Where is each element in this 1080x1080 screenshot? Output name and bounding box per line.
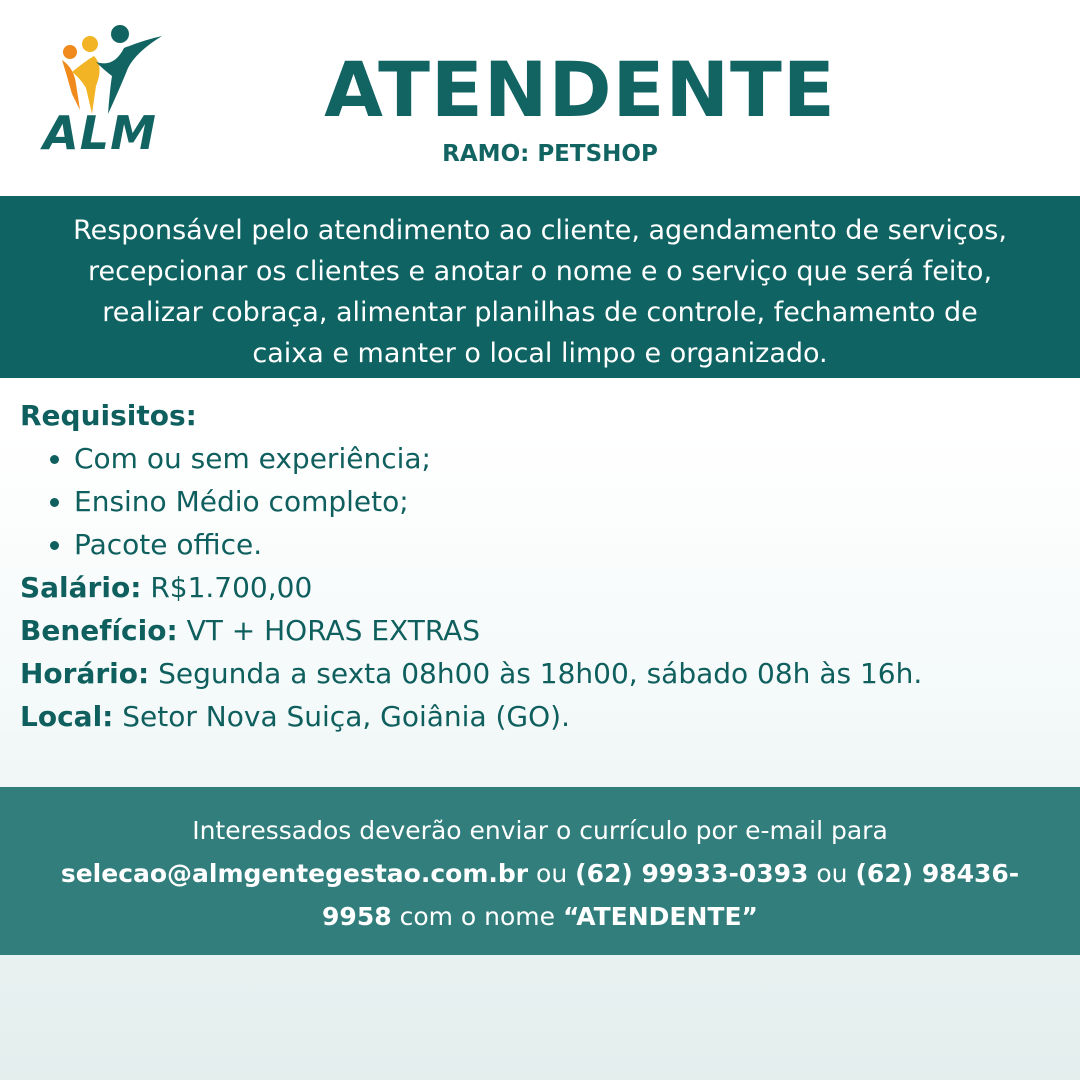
alm-logo [34, 22, 174, 162]
contact-email[interactable]: selecao@almgentegestao.com.br [60, 859, 529, 888]
requirements-title: Requisitos: [20, 399, 197, 432]
schedule-value: Segunda a sexta 08h00 às 18h00, sábado 08h às 16h. [158, 657, 923, 690]
benefit-line [20, 609, 1060, 652]
contact-phone-2-part2[interactable]: 9958 [322, 902, 392, 931]
salary-line [20, 566, 1060, 609]
location-line [20, 695, 1060, 738]
contact-intro: Interessados deverão enviar o currículo por e-mail para [192, 816, 888, 845]
salary-label: Salário: [20, 571, 142, 604]
schedule-line [20, 652, 1060, 695]
description-line: realizar cobraça, alimentar planilhas de controle, fechamento de [102, 297, 978, 328]
contact-band [0, 787, 1080, 955]
list-item: • Com ou sem experiência; [74, 437, 1060, 480]
description-line: caixa e manter o local limpo e organizado. [252, 338, 828, 369]
list-item: • Pacote office. [74, 523, 1060, 566]
description-line: recepcionar os clientes e anotar o nome e o serviço que será feito, [87, 256, 993, 287]
benefit-label: Benefício: [20, 614, 178, 647]
contact-phone-2-part1[interactable]: (62) 98436- [855, 859, 1020, 888]
list-item: • Ensino Médio completo; [74, 480, 1060, 523]
contact-or: ou [528, 859, 576, 888]
contact-phone-1[interactable]: (62) 99933-0393 [575, 859, 809, 888]
description-band [0, 196, 1080, 378]
description-line: Responsável pelo atendimento ao cliente, agendamento de serviços, [73, 215, 1007, 246]
salary-value: R$1.700,00 [150, 571, 313, 604]
location-label: Local: [20, 700, 114, 733]
schedule-label: Horário: [20, 657, 150, 690]
contact-subject-name: “ATENDENTE” [562, 902, 758, 931]
page-title: ATENDENTE [324, 45, 836, 134]
requirements-list [20, 437, 1060, 566]
logo-text: ALM [43, 106, 157, 160]
contact-or: ou [808, 859, 856, 888]
location-value: Setor Nova Suiça, Goiânia (GO). [122, 700, 570, 733]
benefit-value: VT + HORAS EXTRAS [186, 614, 481, 647]
contact-with-name: com o nome [391, 902, 563, 931]
contact-line [10, 852, 1070, 895]
contact-line [10, 895, 1070, 938]
page-subtitle: RAMO: PETSHOP [442, 141, 658, 167]
job-details [20, 394, 1060, 738]
